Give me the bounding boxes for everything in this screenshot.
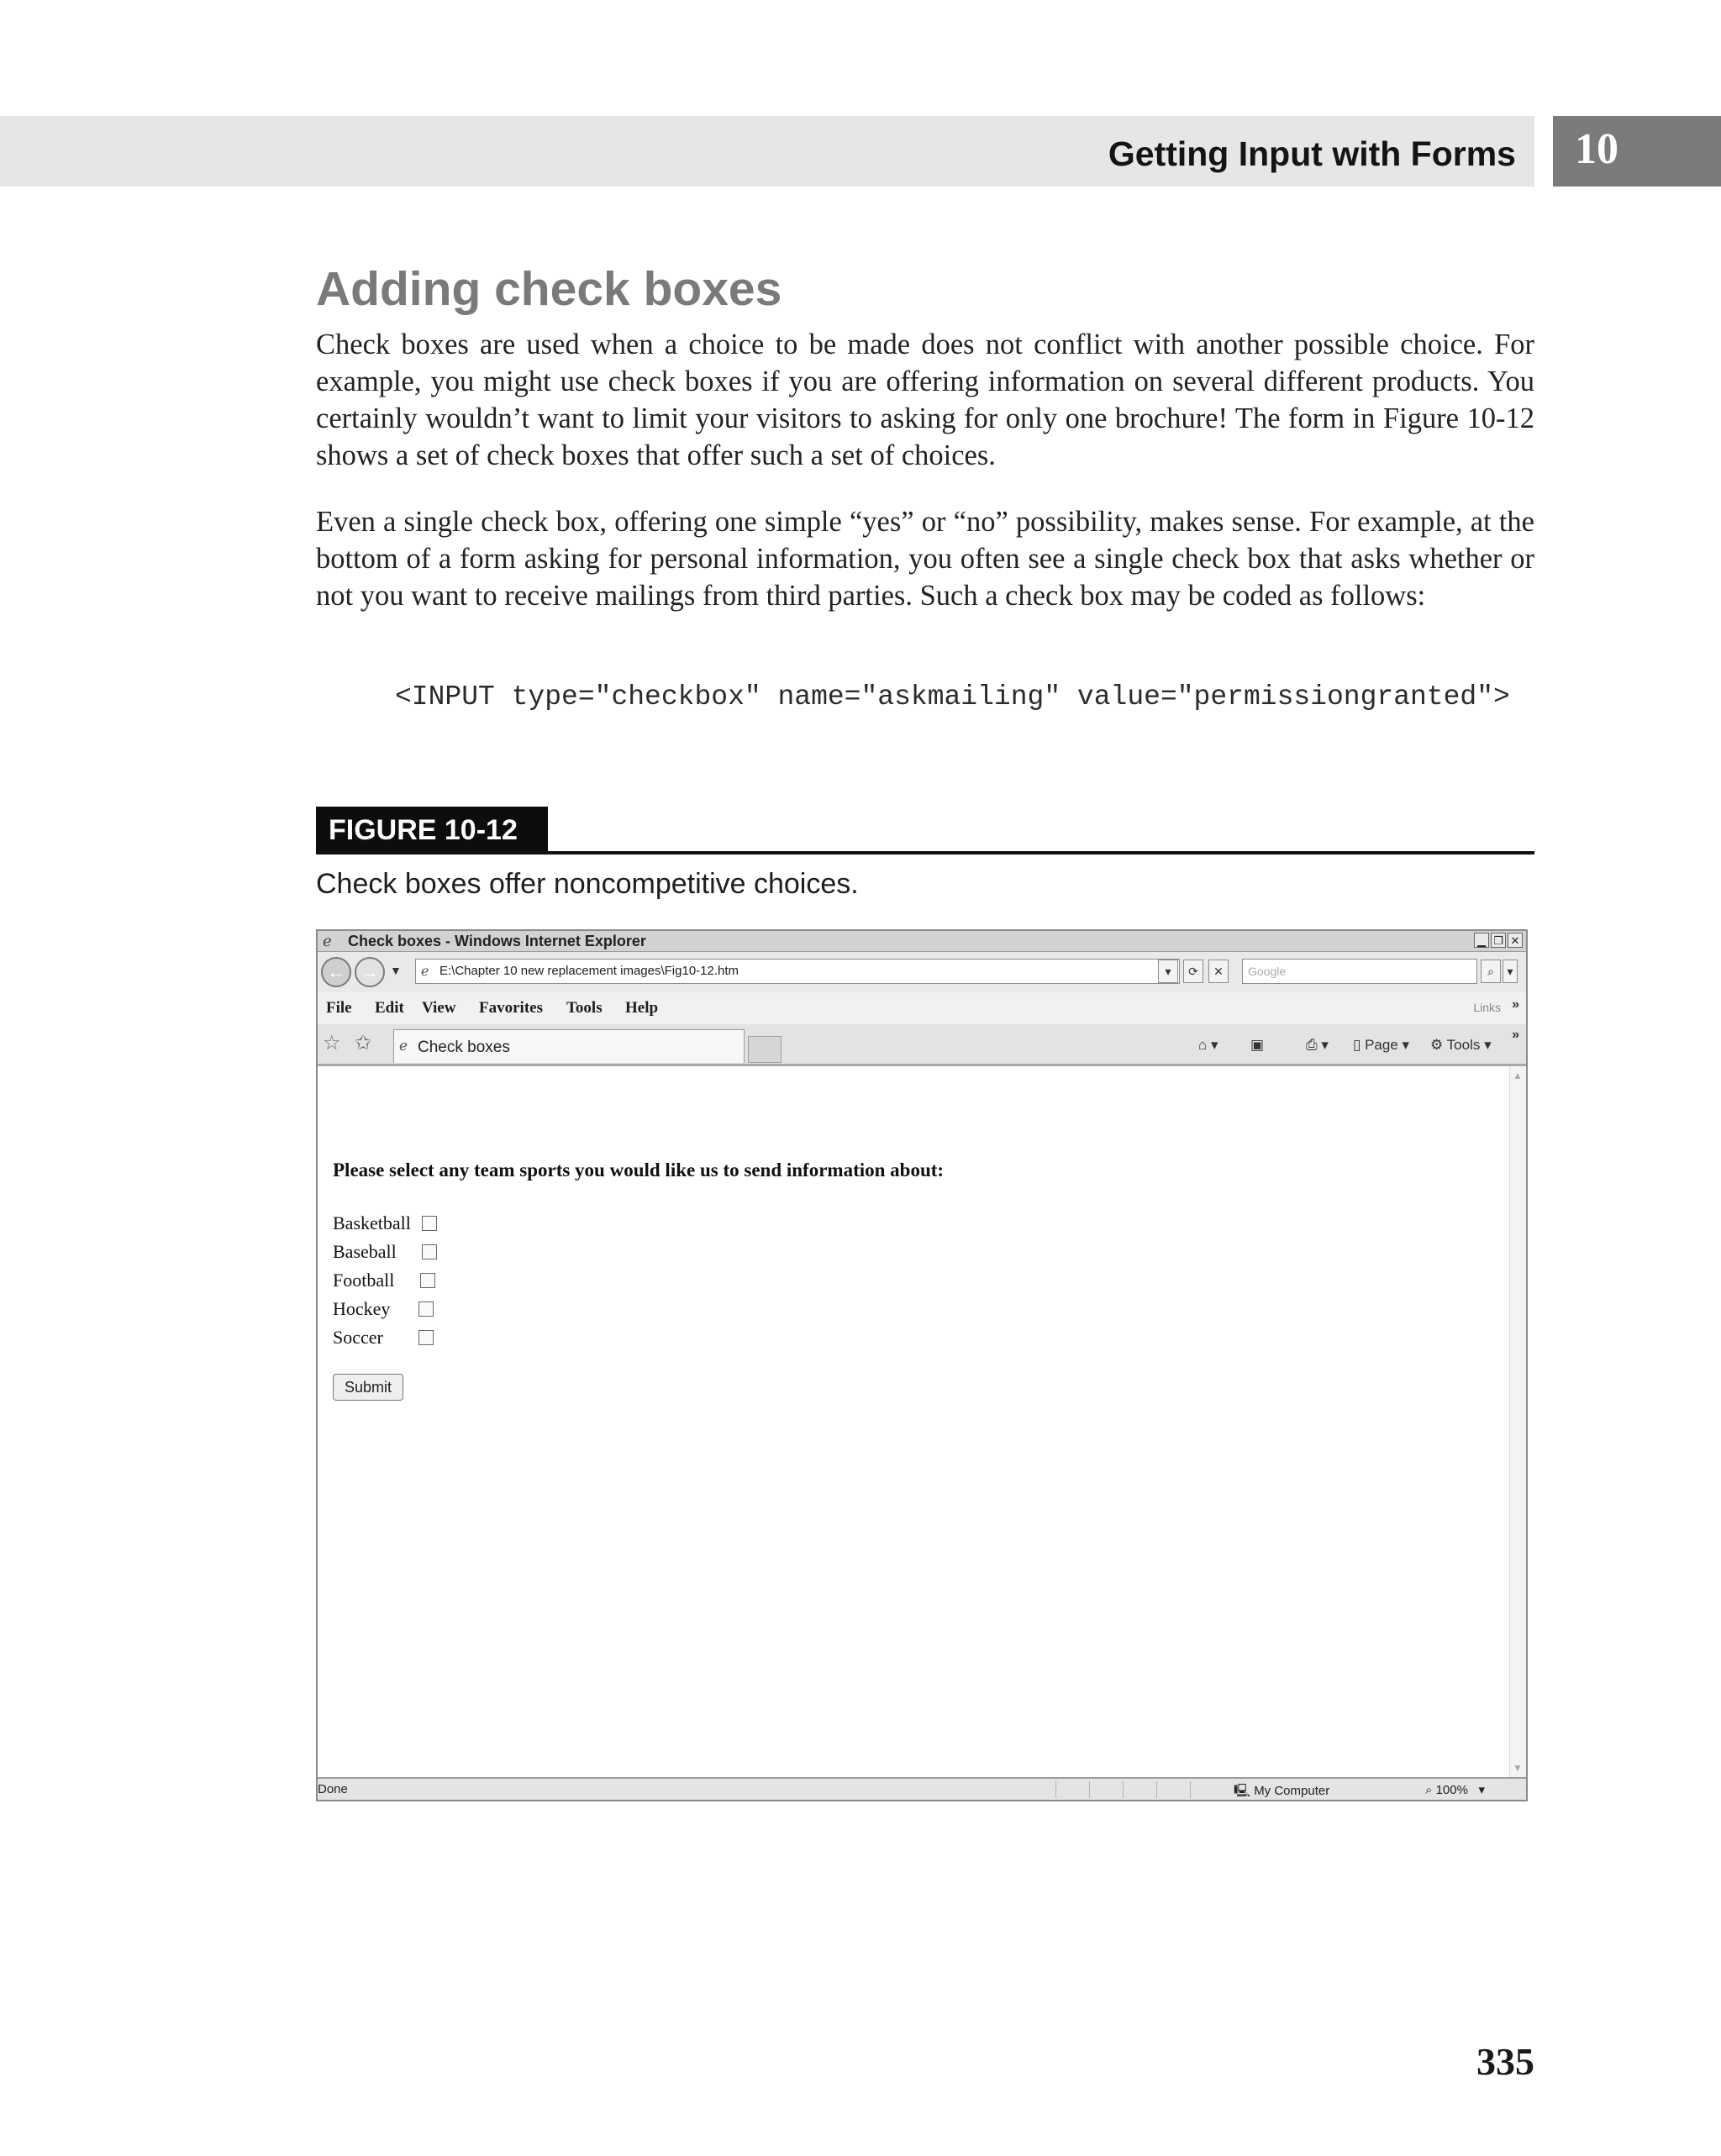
search-input[interactable] — [1242, 959, 1477, 984]
option-label-soccer: Soccer — [333, 1327, 383, 1348]
tab-check-boxes[interactable] — [393, 1029, 745, 1063]
status-divider — [1055, 1781, 1056, 1798]
checkbox-football[interactable] — [420, 1273, 435, 1288]
paragraph-1: Check boxes are used when a choice to be made does not conflict with another possible choice. For example, you might use check boxes if you are offering information on several different products. You certainly wouldn’t want to limit your visitors to asking for only one brochure! The form in Figure 10-12 shows a set of check boxes that offer such a set of choices. — [316, 329, 1534, 471]
checkbox-hockey[interactable] — [418, 1301, 434, 1317]
chevron-right-icon[interactable]: » — [1512, 1028, 1519, 1042]
menu-tools[interactable]: Tools — [566, 999, 603, 1017]
submit-button[interactable]: Submit — [333, 1374, 403, 1401]
figure-rule — [316, 851, 1534, 855]
zoom-icon: ⌕ — [1425, 1783, 1433, 1797]
favorites-star-icon[interactable]: ☆ — [323, 1032, 341, 1054]
tools-menu-button[interactable]: ⚙ Tools ▾ — [1430, 1037, 1492, 1053]
status-divider — [1156, 1781, 1157, 1798]
figure-caption: Check boxes offer noncompetitive choices. — [316, 868, 859, 900]
address-url: E:\Chapter 10 new replacement images\Fig10-12.htm — [439, 964, 739, 978]
figure-label-text: FIGURE 10-12 — [329, 814, 518, 846]
status-text: Done — [318, 1782, 348, 1796]
home-icon[interactable]: ⌂ ▾ — [1198, 1037, 1218, 1053]
chapter-tab — [1553, 116, 1721, 187]
ie-logo-icon: ℯ — [323, 933, 332, 949]
search-button[interactable]: ⌕ — [1481, 960, 1501, 983]
address-bar[interactable] — [415, 959, 1180, 984]
stop-button[interactable]: ✕ — [1208, 960, 1229, 983]
tab-bar — [318, 1024, 1526, 1066]
history-dropdown-icon[interactable]: ▼ — [390, 964, 402, 977]
back-button[interactable]: ← — [321, 957, 351, 987]
title-bar — [318, 931, 1526, 952]
close-icon[interactable]: ✕ — [1508, 933, 1523, 948]
address-dropdown-button[interactable]: ▾ — [1158, 960, 1178, 983]
security-zone — [1234, 1782, 1329, 1801]
new-tab-button[interactable] — [748, 1036, 782, 1063]
gear-icon: ⚙ — [1430, 1037, 1444, 1053]
scroll-down-icon[interactable]: ▼ — [1513, 1762, 1523, 1774]
tools-menu-label: Tools — [1446, 1037, 1481, 1053]
scroll-up-icon[interactable]: ▲ — [1513, 1070, 1523, 1081]
tab-title: Check boxes — [418, 1039, 510, 1056]
option-label-baseball: Baseball — [333, 1241, 397, 1262]
zoom-control[interactable]: ⌕ 100% ▾ — [1425, 1783, 1485, 1797]
menu-view[interactable]: View — [422, 999, 456, 1017]
menu-edit[interactable]: Edit — [375, 999, 404, 1017]
security-zone-label: My Computer — [1254, 1784, 1330, 1798]
chevron-right-icon[interactable]: » — [1512, 997, 1519, 1012]
search-placeholder: Google — [1248, 965, 1287, 978]
search-options-button[interactable]: ▾ — [1503, 960, 1518, 983]
computer-icon: 🖳 — [1234, 1784, 1251, 1798]
option-label-basketball: Basketball — [333, 1212, 411, 1233]
page-menu-icon: ▯ — [1353, 1037, 1361, 1053]
checkbox-soccer[interactable] — [418, 1330, 434, 1345]
add-favorites-icon[interactable]: ✩ — [355, 1032, 372, 1054]
status-bar — [318, 1777, 1526, 1801]
vertical-scrollbar[interactable] — [1509, 1066, 1526, 1777]
print-icon[interactable]: ⎙ ▾ — [1306, 1037, 1329, 1053]
checkbox-basketball[interactable] — [422, 1216, 437, 1231]
menu-bar — [318, 992, 1526, 1025]
address-toolbar — [318, 952, 1526, 992]
status-divider — [1190, 1781, 1191, 1798]
status-divider — [1089, 1781, 1090, 1798]
page-icon: ℯ — [421, 965, 429, 979]
menu-favorites[interactable]: Favorites — [479, 999, 543, 1017]
running-header-title: Getting Input with Forms — [1108, 134, 1516, 173]
window-title: Check boxes - Windows Internet Explorer — [348, 933, 646, 949]
form-prompt: Please select any team sports you would like us to send information about: — [333, 1160, 945, 1181]
page-number: 335 — [1476, 2040, 1534, 2083]
option-label-hockey: Hockey — [333, 1298, 391, 1319]
chapter-number: 10 — [1575, 125, 1618, 173]
menu-help[interactable]: Help — [625, 999, 659, 1017]
restore-icon[interactable]: ❐ — [1491, 933, 1506, 948]
forward-button[interactable]: → — [355, 957, 385, 987]
code-sample: <INPUT type="checkbox" name="askmailing" value="permissiongranted"> — [395, 681, 1510, 713]
refresh-button[interactable]: ⟳ — [1183, 960, 1203, 983]
zoom-level: 100% — [1435, 1783, 1468, 1797]
page-menu-button[interactable]: ▯ Page ▾ — [1353, 1037, 1410, 1053]
links-label[interactable]: Links — [1473, 1001, 1501, 1014]
page-content — [318, 1066, 1511, 1777]
minimize-icon[interactable]: ▁ — [1474, 933, 1489, 948]
paragraph-2: Even a single check box, offering one simple “yes” or “no” possibility, makes sense. For example, at the bottom of a form asking for personal information, you often see a single check box that asks whether or not you want to receive mailings from third parties. Such a check box may be coded as follows: — [316, 506, 1534, 612]
window-controls — [1474, 933, 1523, 948]
section-title: Adding check boxes — [316, 262, 782, 316]
page-menu-label: Page — [1365, 1037, 1398, 1053]
status-divider — [1123, 1781, 1124, 1798]
menu-file[interactable]: File — [326, 999, 352, 1017]
checkbox-baseball[interactable] — [422, 1244, 437, 1259]
option-label-football: Football — [333, 1270, 395, 1291]
figure-label — [316, 807, 548, 854]
browser-window — [316, 929, 1528, 1801]
feeds-icon[interactable]: ▣ — [1250, 1037, 1265, 1053]
page-icon: ℯ — [399, 1038, 408, 1054]
